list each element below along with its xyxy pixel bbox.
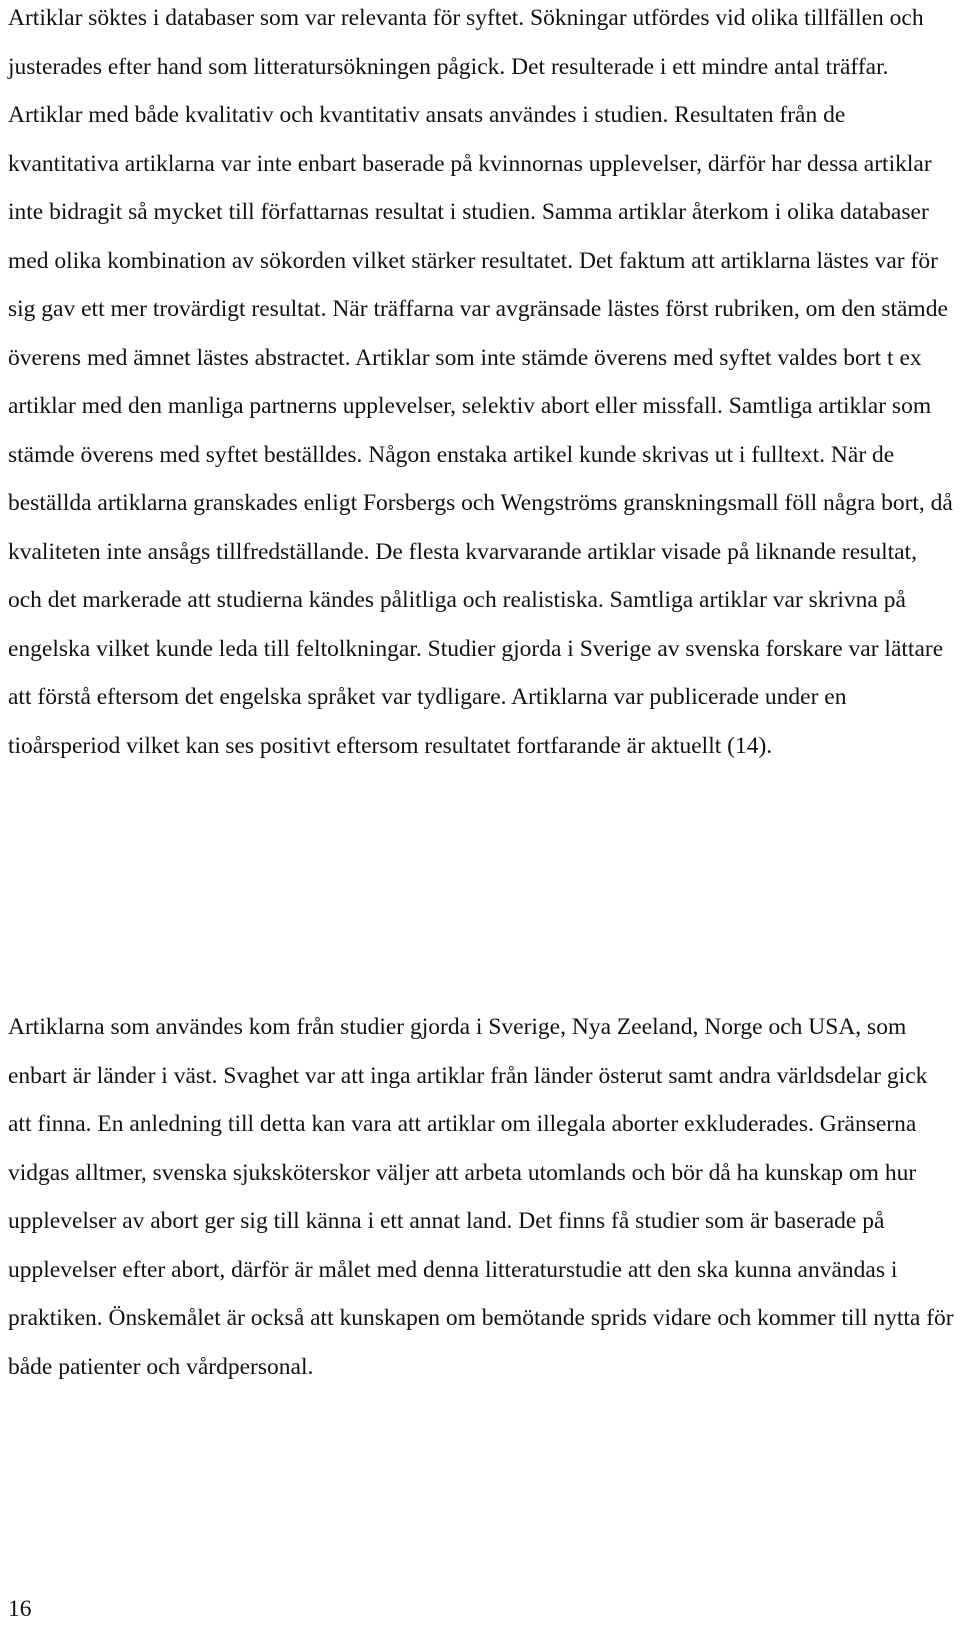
page-number: 16 <box>8 1596 32 1622</box>
body-paragraph-2: Artiklarna som användes kom från studier gjorda i Sverige, Nya Zeeland, Norge och USA, som enbart är länder i väst. Svaghet var att inga artiklar från länder österut samt andra världsdelar gick att finna. En anledning till detta kan vara att artiklar om illegala aborter exkluderades. Gränserna vidgas alltmer, svenska sjuksköterskor väljer att arbeta utomlands och bör då ha kunskap om hur upplevelser av abort ger sig till känna i ett annat land. Det finns få studier som är baserade på upplevelser efter abort, därför är målet med denna litteraturstudie att den ska kunna användas i praktiken. Önskemålet är också att kunskapen om bemötande sprids vidare och kommer till nytta för både patienter och vårdpersonal. <box>8 1014 954 1380</box>
body-paragraph-1: Artiklar söktes i databaser som var relevanta för syftet. Sökningar utfördes vid olika tillfällen och justerades efter hand som litteratursökningen pågick. Det resulterade i ett mindre antal träffar. Artiklar med både kvalitativ och kvantitativ ansats användes i studien. Resultaten från de kvantitativa artiklarna var inte enbart baserade på kvinnornas upplevelser, därför har dessa artiklar inte bidragit så mycket till författarnas resultat i studien. Samma artiklar återkom i olika databaser med olika kombination av sökorden vilket stärker resultatet. Det faktum att artiklarna lästes var för sig gav ett mer trovärdigt resultat. När träffarna var avgränsade lästes först rubriken, om den stämde överens med ämnet lästes abstractet. Artiklar som inte stämde överens med syftet valdes bort t ex artiklar med den manliga partnerns upplevelser, selektiv abort eller missfall. Samtliga artiklar som stämde överens med syftet beställdes. Någon enstaka artikel kunde skrivas ut i fulltext. När de beställda artiklarna granskades enligt Forsbergs och Wengströms granskningsmall föll några bort, då kvaliteten inte ansågs tillfredställande. De flesta kvarvarande artiklar visade på liknande resultat, och det markerade att studierna kändes pålitliga och realistiska. Samtliga artiklar var skrivna på engelska vilket kunde leda till feltolkningar. Studier gjorda i Sverige av svenska forskare var lättare att förstå eftersom det engelska språket var tydligare. Artiklarna var publicerade under en tioårsperiod vilket kan ses positivt eftersom resultatet fortfarande är aktuellt (14). <box>8 5 953 759</box>
